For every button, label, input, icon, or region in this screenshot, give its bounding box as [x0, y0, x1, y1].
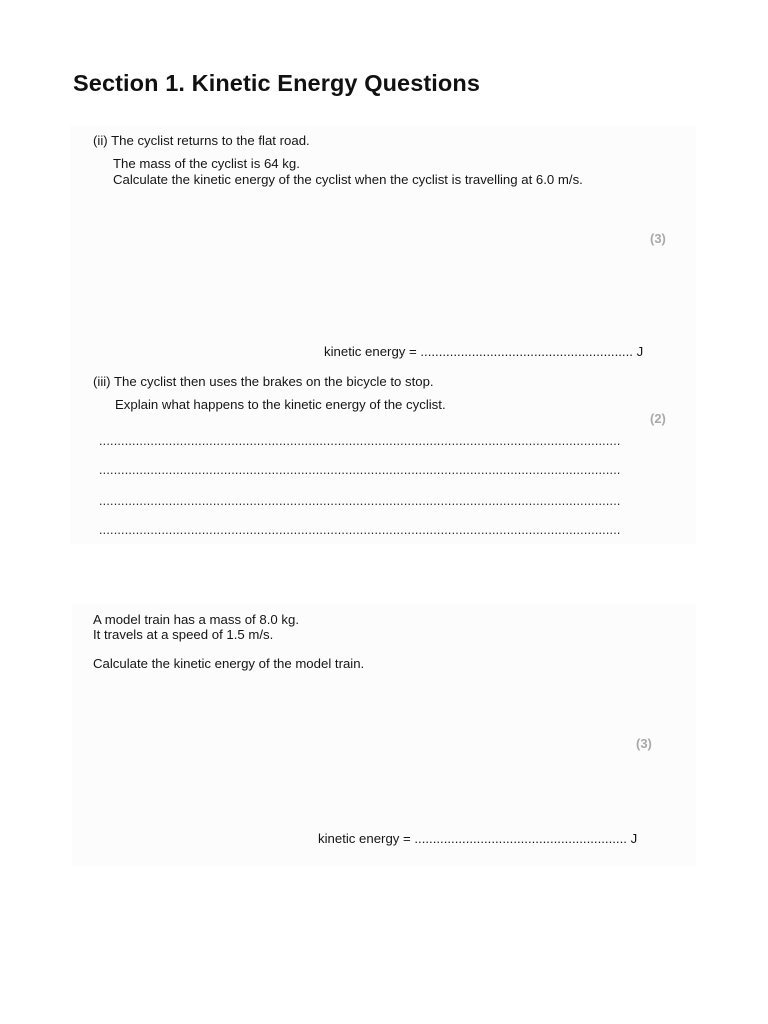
- q1-part-iii-marks: (2): [650, 411, 666, 426]
- q2-speed: It travels at a speed of 1.5 m/s.: [93, 627, 274, 642]
- answer-line[interactable]: ..............................................................................................................................................: [99, 434, 621, 448]
- q2-mass: A model train has a mass of 8.0 kg.: [93, 612, 299, 627]
- answer-line[interactable]: ..............................................................................................................................................: [99, 523, 621, 537]
- answer-line[interactable]: ..............................................................................................................................................: [99, 494, 621, 508]
- question-2-panel: [72, 604, 696, 866]
- q1-part-iii-label: (iii) The cyclist then uses the brakes on the bicycle to stop.: [93, 374, 434, 389]
- q1-part-ii-label: (ii) The cyclist returns to the flat road.: [93, 133, 310, 148]
- answer-line[interactable]: ..............................................................................................................................................: [99, 463, 621, 477]
- q1-part-ii-marks: (3): [650, 231, 666, 246]
- q1-part-ii-instruction: Calculate the kinetic energy of the cyclist when the cyclist is travelling at 6.0 m/s.: [113, 172, 583, 187]
- q2-instruction: Calculate the kinetic energy of the model train.: [93, 656, 365, 671]
- q1-part-ii-mass: The mass of the cyclist is 64 kg.: [113, 156, 300, 171]
- question-1-panel: [70, 126, 696, 544]
- q2-answer-line[interactable]: kinetic energy = .......................................................... J: [318, 831, 638, 846]
- q1-part-ii-answer-line[interactable]: kinetic energy = .......................................................... J: [324, 344, 644, 359]
- q2-marks: (3): [636, 736, 652, 751]
- q1-part-iii-instruction: Explain what happens to the kinetic energy of the cyclist.: [115, 397, 446, 412]
- page-title: Section 1. Kinetic Energy Questions: [73, 70, 481, 96]
